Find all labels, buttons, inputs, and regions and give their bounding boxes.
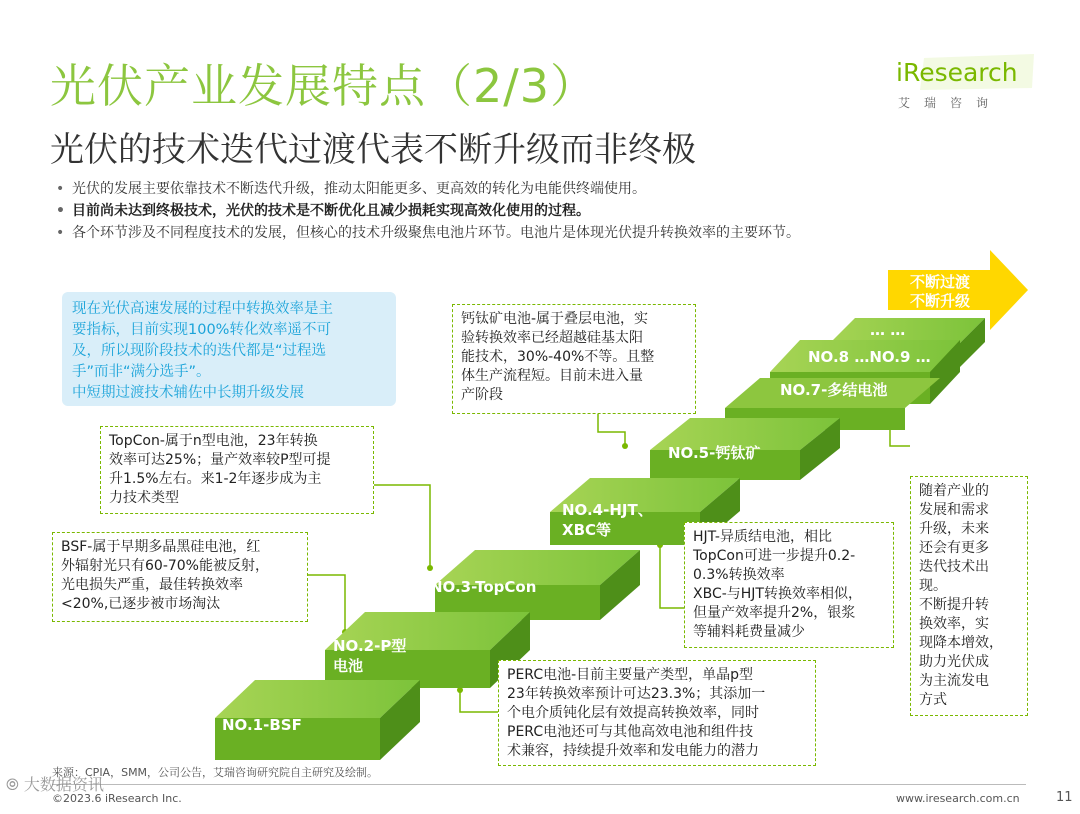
step-label-3: NO.3-TopCon — [430, 578, 537, 596]
arrow-text-2: 不断升级 — [910, 292, 971, 310]
step-label-4: NO.4-HJT、 — [562, 501, 653, 519]
step-label-5: NO.5-钙钛矿 — [668, 444, 761, 462]
website-url: www.iresearch.com.cn — [896, 792, 1020, 805]
callout-line: XBC-与HJT转换效率相似， — [693, 586, 862, 602]
callout-hjt-xbc — [684, 522, 894, 648]
callout-line: 等辅料耗费量减少 — [693, 624, 805, 640]
arrow-text-1: 不断过渡 — [910, 273, 971, 291]
callout-line: TopCon可进一步提升0.2- — [693, 548, 856, 564]
copyright: ©2023.6 iResearch Inc. — [52, 792, 182, 805]
step-label-7: NO.7-多结电池 — [780, 381, 888, 399]
callout-line: PERC电池-目前主要量产类型，单晶p型 — [507, 667, 754, 683]
step-label-etc: … … — [870, 321, 906, 339]
callout-line: <20%,已逐步被市场淘汰 — [61, 596, 221, 612]
callout-perc — [498, 660, 816, 766]
callout-line: 0.3%转换效率 — [693, 567, 785, 583]
callout-line: TopCon-属于n型电池，23年转换 — [109, 433, 318, 449]
callout-line: 升1.5%左右。来1-2年逐步成为主 — [109, 471, 322, 487]
note-line: 现在光伏高速发展的过程中转换效率是主 — [72, 301, 333, 317]
callout-line: 现降本增效， — [919, 635, 1003, 651]
callout-line: 力技术类型 — [109, 490, 179, 506]
callout-future — [910, 476, 1028, 716]
callout-line: 发展和需求 — [919, 502, 989, 518]
callout-line: PERC电池还可与其他高效电池和组件技 — [507, 724, 754, 740]
callout-line: 术兼容，持续提升效率和发电能力的潜力 — [507, 743, 759, 759]
step-label-8: NO.8 …NO.9 … — [808, 348, 931, 366]
callout-line: 还会有更多 — [919, 540, 989, 556]
connector-line — [660, 545, 684, 608]
callout-line: 个电介质钝化层有效提高转换效率，同时 — [507, 705, 759, 721]
connector-line — [598, 414, 625, 446]
note-line: 及，所以现阶段技术的迭代都是“过程选 — [72, 343, 327, 359]
callout-line: 外辐射光只有60-70%能被反射， — [61, 558, 269, 574]
callout-line: 效率可达25%；量产效率较P型可提 — [109, 452, 331, 468]
callout-line: 23年转换效率预计可达23.3%；其添加一 — [507, 686, 766, 702]
callout-line: 不断提升转 — [919, 597, 989, 613]
callout-line: 助力光伏成 — [919, 654, 989, 670]
connector-line — [460, 690, 498, 712]
note-line: 手”而非“满分选手”。 — [72, 364, 211, 380]
callout-line: 现。 — [919, 578, 947, 594]
callout-bsf — [52, 532, 308, 622]
footer-divider — [52, 784, 1026, 785]
page-subtitle: 光伏的技术迭代过渡代表不断升级而非终极 — [50, 130, 696, 170]
logo-text: iResearch — [896, 58, 1018, 87]
watermark: ⦾ 大数据资讯 — [6, 775, 104, 794]
step-label-2: NO.2-P型 — [333, 637, 407, 655]
callout-topcon — [100, 426, 374, 514]
callout-line: 产阶段 — [461, 387, 503, 403]
callout-line: 随着产业的 — [919, 483, 989, 499]
callout-line: 光电损失严重，最佳转换效率 — [61, 577, 243, 593]
bullet-item: • 目前尚未达到终极技术，光伏的技术是不断优化且减少损耗实现高效化使用的过程。 — [52, 200, 1052, 222]
page-number: 11 — [1056, 790, 1073, 805]
callout-line: 但量产效率提升2%，银浆 — [693, 605, 856, 621]
callout-line: 升级，未来 — [919, 521, 989, 537]
callout-line: 迭代技术出 — [919, 559, 989, 575]
connector-line — [308, 575, 345, 632]
callout-line: HJT-异质结电池，相比 — [693, 529, 832, 545]
logo-cn: 艾瑞咨询 — [898, 96, 1003, 110]
source-note: 来源：CPIA，SMM，公司公告，艾瑞咨询研究院自主研究及绘制。 — [52, 766, 379, 779]
note-line: 中短期过渡技术辅佐中长期升级发展 — [72, 385, 304, 401]
callout-line: 能技术，30%-40%不等。且整 — [461, 349, 655, 365]
bullet-item: • 各个环节涉及不同程度技术的发展，但核心的技术升级聚焦电池片环节。电池片是体现光伏提升转换效率的主要环节。 — [52, 222, 1052, 244]
callout-line: 体生产流程短。目前未进入量 — [461, 368, 643, 384]
callout-line: 换效率，实 — [919, 616, 989, 632]
callout-line: 方式 — [919, 692, 947, 708]
note-line: 要指标，目前实现100%转化效率遥不可 — [72, 322, 331, 338]
callout-line: 钙钛矿电池-属于叠层电池，实 — [461, 311, 649, 327]
page-title: 光伏产业发展特点（2/3） — [50, 59, 598, 113]
connector-line — [374, 485, 430, 568]
callout-line: BSF-属于早期多晶黑硅电池，红 — [61, 539, 261, 555]
callout-line: 验转换效率已经超越硅基太阳 — [461, 330, 643, 346]
step-label-1: NO.1-BSF — [222, 716, 302, 734]
bullet-item: • 光伏的发展主要依靠技术不断迭代升级，推动太阳能更多、更高效的转化为电能供终端使用。 — [52, 178, 1052, 200]
step-label-2b: 电池 — [333, 657, 364, 675]
callout-line: 为主流发电 — [919, 673, 989, 689]
callout-perovskite — [452, 304, 696, 414]
step-label-4b: XBC等 — [562, 521, 612, 539]
